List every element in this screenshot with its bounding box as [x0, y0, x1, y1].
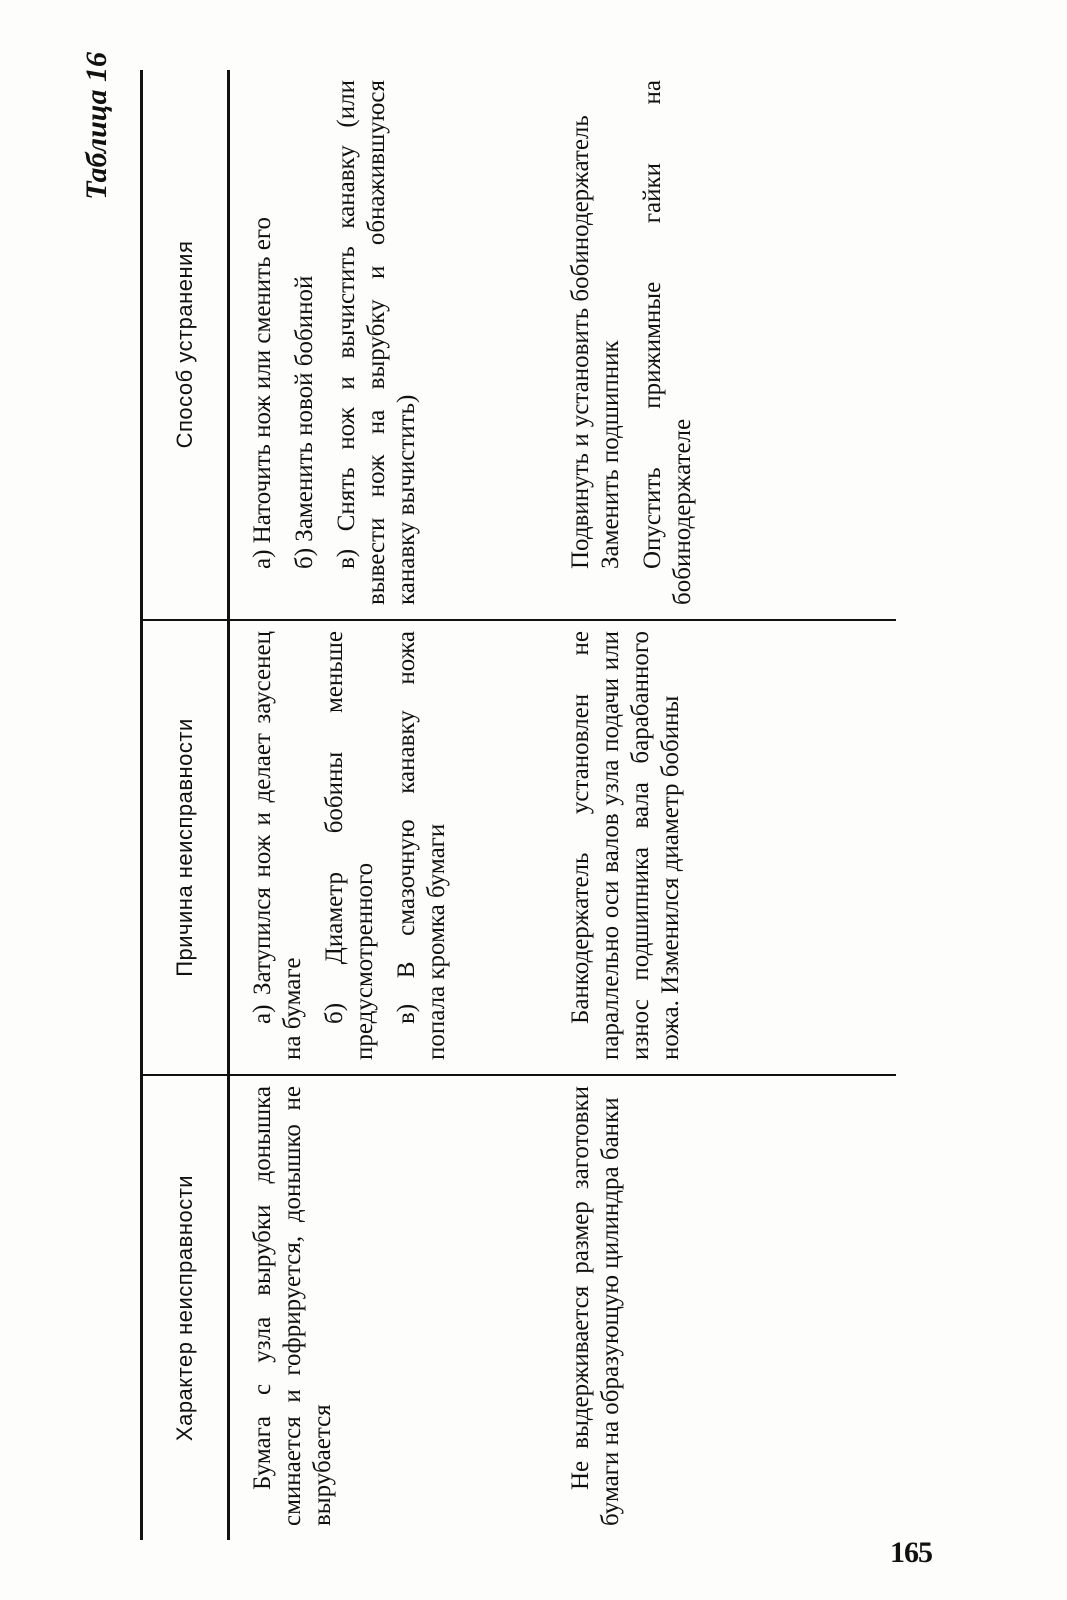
- cause-text: б) Диаметр бобины меньше предусмотренного: [321, 631, 378, 1060]
- cause-cell: [229, 620, 549, 1075]
- rotated-page: [80, 40, 940, 1540]
- remedy-text: Подвинуть и установить бобинодержатель: [567, 115, 594, 569]
- fault-text: Не выдерживается размер заготовки бумаги на образующую цилиндра банки: [567, 1086, 624, 1526]
- remedy-text: б) Заменить новой бобиной: [291, 275, 318, 569]
- remedy-text: в) Снять нож и вычистить канавку (или вывести нож на вырубку и обнажившуюся канавку вычистить): [333, 80, 420, 605]
- remedy-text: Заменить подшипник: [597, 340, 624, 569]
- remedy-text: Опустить прижимные гайки на бобинодержателе: [639, 80, 696, 605]
- table-row: [548, 70, 896, 1540]
- table-row: [229, 70, 549, 1540]
- fault-cell: [548, 1075, 896, 1540]
- fault-cell: [229, 1075, 549, 1540]
- table-caption: Таблица 16: [80, 52, 113, 200]
- table-header-row: [142, 70, 229, 1540]
- header-fault: Характер неисправности: [142, 1075, 229, 1540]
- header-cause: Причина неисправности: [142, 620, 229, 1075]
- header-remedy: Способ устранения: [142, 70, 229, 620]
- fault-text: Бумага с узла вырубки донышка сминается и гофрируется, донышко не вырубается: [249, 1086, 336, 1526]
- cause-text: Банкодержатель установлен не параллельно оси валов узла подачи или износ подшипника вала барабанного ножа. Изменился диаметр бобины: [567, 631, 684, 1060]
- page-number: 165: [890, 1536, 932, 1569]
- cause-cell: [548, 620, 896, 1075]
- remedy-cell: [229, 70, 549, 620]
- cause-text: а) Затупился нож и делает заусенец на бумаге: [249, 631, 306, 1060]
- cause-text: в) В смазочную канавку ножа попала кромка бумаги: [393, 631, 450, 1060]
- remedy-cell: [548, 70, 896, 620]
- remedy-text: а) Наточить нож или сменить его: [249, 217, 276, 569]
- fault-table: [140, 70, 896, 1540]
